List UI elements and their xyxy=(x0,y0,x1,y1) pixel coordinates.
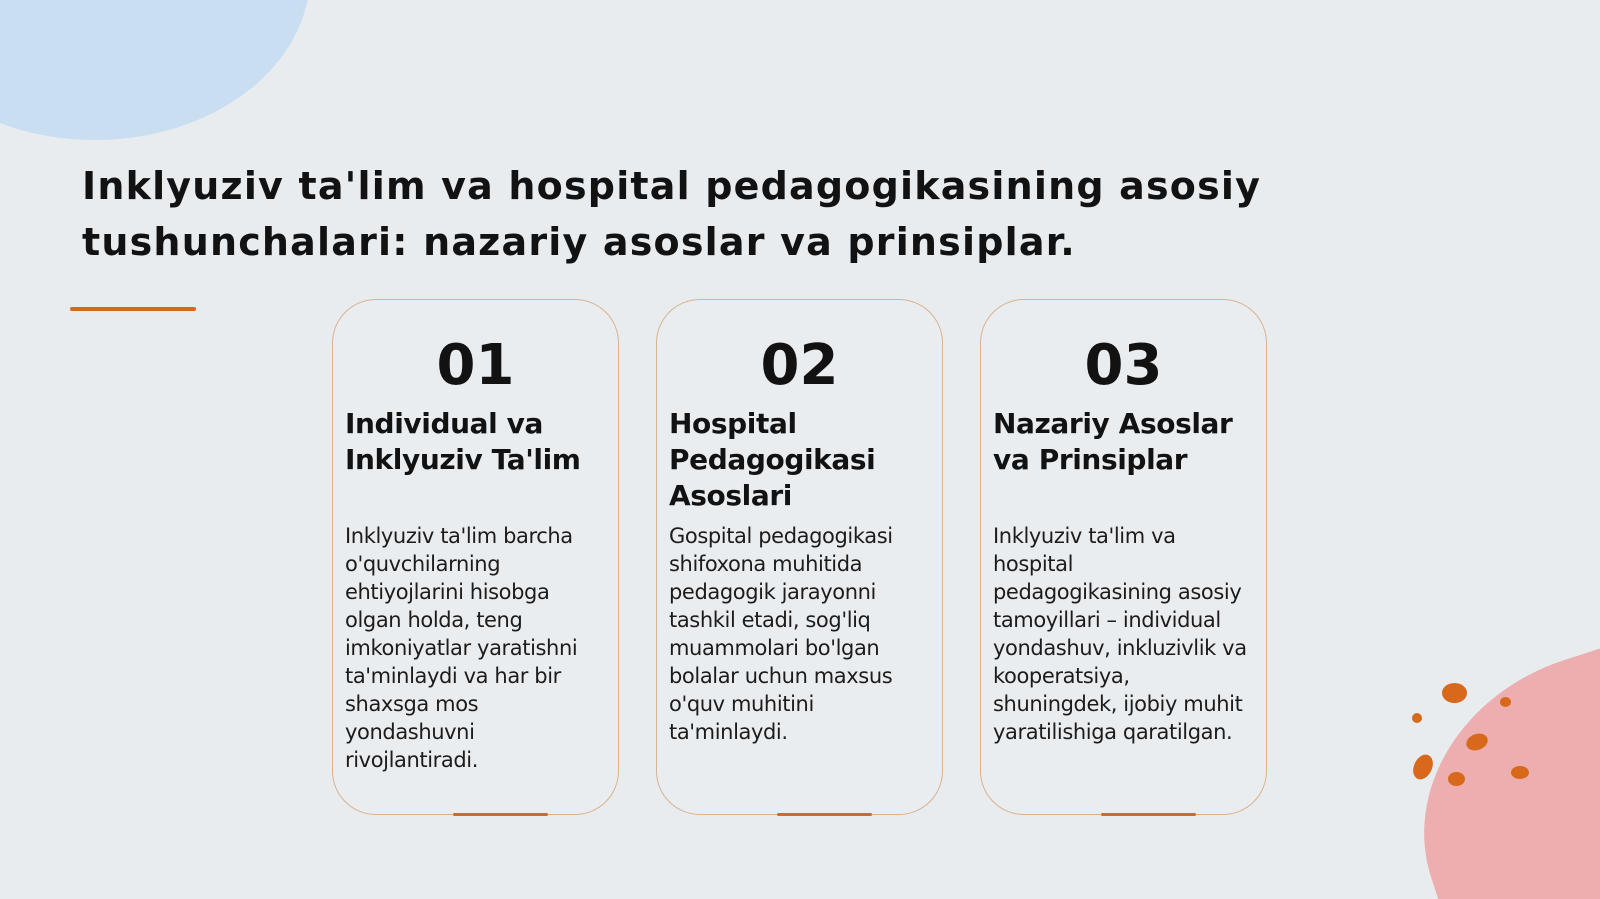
card-heading: Hospital Pedagogikasi Asoslari xyxy=(669,407,876,512)
card-number: 01 xyxy=(436,333,515,398)
decorative-dot xyxy=(1511,766,1529,779)
card-text: Inklyuziv ta'lim va hospital pedagogikasining asosiy tamoyillari – individual yondashuv, inkluzivlik va kooperatsiya, shuningdek, ijobiy muhit yaratilishiga qaratilgan. xyxy=(993,524,1247,744)
decorative-dot xyxy=(1442,683,1467,703)
title-accent-line xyxy=(70,307,196,311)
card-text: Inklyuziv ta'lim barcha o'quvchilarning ehtiyojlarini hisobga olgan holda, teng imkoniyatlar yaratishni ta'minlaydi va har bir shaxsga mos yondashuvni rivojlantiradi. xyxy=(345,524,578,772)
decorative-dot xyxy=(1409,751,1436,782)
decorative-blue-blob xyxy=(0,0,310,140)
card-accent-line xyxy=(1101,813,1196,816)
card-02 xyxy=(656,299,943,815)
card-number: 02 xyxy=(760,333,839,398)
decorative-pink-blob xyxy=(1380,590,1600,899)
card-03 xyxy=(980,299,1267,815)
card-heading: Individual va Inklyuziv Ta'lim xyxy=(345,407,581,476)
card-text: Gospital pedagogikasi shifoxona muhitida pedagogik jarayonni tashkil etadi, sog'liq muammolari bo'lgan bolalar uchun maxsus o'quv muhitini ta'minlaydi. xyxy=(669,524,893,744)
decorative-dot xyxy=(1448,772,1465,786)
card-number: 03 xyxy=(1084,333,1163,398)
card-01 xyxy=(332,299,619,815)
decorative-dot xyxy=(1412,713,1422,723)
decorative-dot xyxy=(1500,697,1511,707)
card-heading: Nazariy Asoslar va Prinsiplar xyxy=(993,407,1233,476)
slide-title: Inklyuziv ta'lim va hospital pedagogikasining asosiy tushunchalari: nazariy asoslar va prinsiplar. xyxy=(82,164,1262,264)
card-accent-line xyxy=(777,813,872,816)
card-accent-line xyxy=(453,813,548,816)
